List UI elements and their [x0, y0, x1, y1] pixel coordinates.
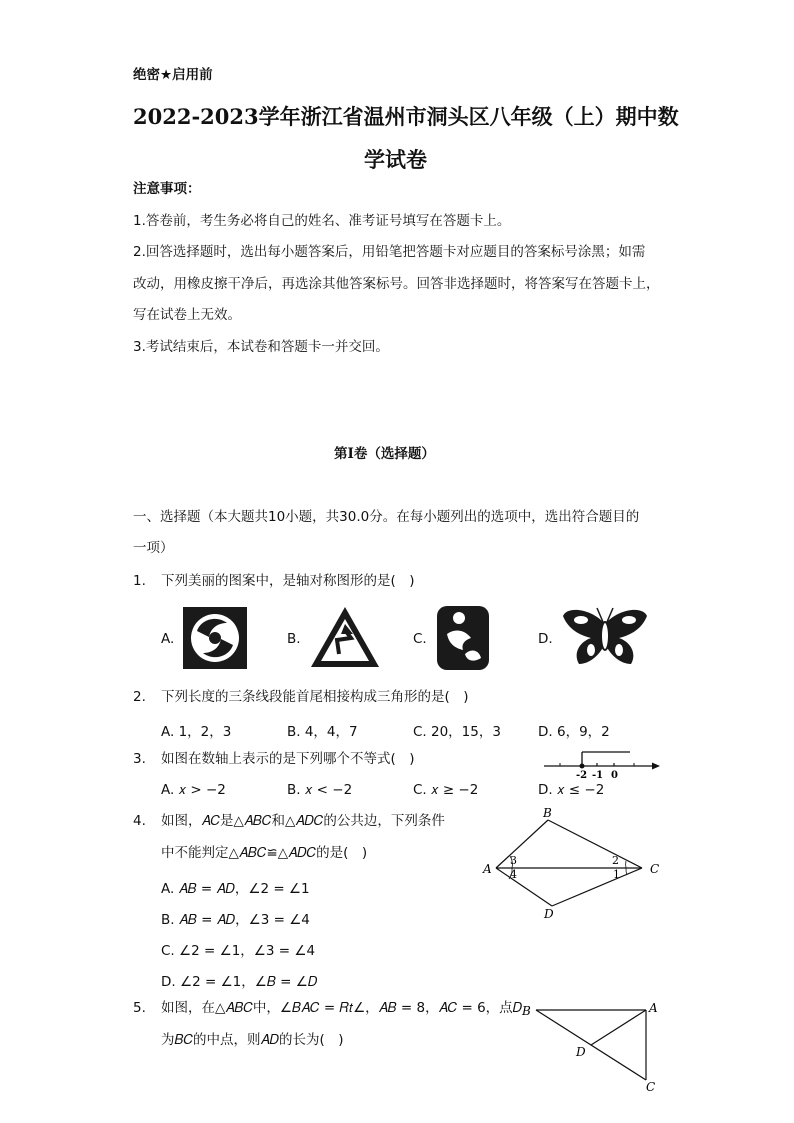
- q1-option-d-label: D.: [538, 631, 553, 647]
- section-heading-line2: 一项）: [133, 540, 174, 556]
- q5-stem-line2: 为𝐵𝐶的中点，则𝐴𝐷的长为( ): [161, 1032, 344, 1048]
- notice-heading: 注意事项：: [133, 181, 201, 197]
- q3-option-a: A. 𝑥 > −2: [161, 782, 226, 798]
- q4-angle-3: 3: [510, 854, 517, 867]
- q4-vertex-b: B: [543, 806, 552, 820]
- q3-stem: 如图在数轴上表示的是下列哪个不等式( ): [161, 751, 415, 767]
- q3-number-line-figure: [540, 746, 664, 782]
- page-title-line2: 学试卷: [364, 147, 427, 172]
- confidential-label: 绝密★启用前: [133, 67, 213, 83]
- q5-vertex-c: C: [646, 1080, 656, 1094]
- q2-option-d: D. 6，9，2: [538, 724, 610, 740]
- q3-option-d: D. 𝑥 ≤ −2: [538, 782, 605, 798]
- q3-option-b: B. 𝑥 < −2: [287, 782, 353, 798]
- q2-option-b: B. 4，4，7: [287, 724, 358, 740]
- q2-option-c: C. 20，15，3: [413, 724, 501, 740]
- q1-option-b-image: [309, 604, 381, 670]
- q5-triangle-figure: [518, 998, 668, 1096]
- notice-item-3: 3.考试结束后，本试卷和答题卡一并交回。: [133, 339, 389, 355]
- q4-option-a: A. 𝐴𝐵 = 𝐴𝐷，∠2 = ∠1: [161, 881, 310, 897]
- axis-label-neg2: -2: [576, 770, 588, 781]
- notice-item-1: 1.答卷前，考生务必将自己的姓名、准考证号填写在答题卡上。: [133, 213, 511, 229]
- q3-option-c: C. 𝑥 ≥ −2: [413, 782, 479, 798]
- notice-item-2-line1: 2.回答选择题时，选出每小题答案后，用铅笔把答题卡对应题目的答案标号涂黑；如需: [133, 244, 646, 260]
- q5-vertex-b: B: [522, 1004, 531, 1018]
- q2-option-a: A. 1，2，3: [161, 724, 232, 740]
- q4-option-b: B. 𝐴𝐵 = 𝐴𝐷，∠3 = ∠4: [161, 912, 310, 928]
- page-title-line1: 2022-2023学年浙江省温州市洞头区八年级（上）期中数: [133, 104, 679, 129]
- q4-vertex-a: A: [483, 862, 492, 876]
- q4-option-d: D. ∠2 = ∠1，∠𝐵 = ∠𝐷: [161, 974, 318, 990]
- q4-angle-4: 4: [510, 868, 517, 881]
- q1-option-d-image: [561, 604, 649, 670]
- q1-stem: 下列美丽的图案中，是轴对称图形的是( ): [161, 573, 415, 589]
- axis-label-neg1: -1: [592, 770, 604, 781]
- q1-option-a-label: A.: [161, 631, 175, 647]
- q5-stem-line1: 如图，在△𝐴𝐵𝐶中，∠𝐵𝐴𝐶 = 𝑅𝑡∠，𝐴𝐵 = 8，𝐴𝐶 = 6，点𝐷: [161, 1000, 523, 1016]
- q1-option-a-image: [183, 607, 247, 669]
- q1-option-c-label: C.: [413, 631, 427, 647]
- q1-number: 1.: [133, 573, 146, 589]
- q4-angle-1: 1: [613, 868, 620, 881]
- q2-stem: 下列长度的三条线段能首尾相接构成三角形的是( ): [161, 689, 469, 705]
- q3-number: 3.: [133, 751, 146, 767]
- q5-point-d: D: [576, 1045, 586, 1059]
- q4-vertex-d: D: [544, 907, 554, 920]
- notice-item-2-line3: 写在试卷上无效。: [133, 307, 241, 323]
- q1-option-c-image: [435, 604, 491, 672]
- q4-vertex-c: C: [650, 862, 660, 876]
- q4-stem-line2: 中不能判定△𝐴𝐵𝐶≌△𝐴𝐷𝐶的是( ): [161, 845, 368, 861]
- q5-number: 5.: [133, 1000, 146, 1016]
- q4-quadrilateral-figure: [480, 806, 670, 920]
- axis-label-zero: 0: [611, 770, 618, 781]
- q4-number: 4.: [133, 813, 146, 829]
- notice-item-2-line2: 改动，用橡皮擦干净后，再选涂其他答案标号。回答非选择题时，将答案写在答题卡上，: [133, 276, 660, 292]
- q1-option-b-label: B.: [287, 631, 301, 647]
- q2-number: 2.: [133, 689, 146, 705]
- q4-stem-line1: 如图，𝐴𝐶是△𝐴𝐵𝐶和△𝐴𝐷𝐶的公共边，下列条件: [161, 813, 445, 829]
- q4-option-c: C. ∠2 = ∠1，∠3 = ∠4: [161, 943, 316, 959]
- q5-vertex-a: A: [649, 1001, 658, 1015]
- q4-angle-2: 2: [612, 854, 619, 867]
- part-title: 第Ⅰ卷（选择题）: [334, 446, 435, 462]
- section-heading-line1: 一、选择题（本大题共10小题，共30.0分。在每小题列出的选项中，选出符合题目的: [133, 509, 640, 525]
